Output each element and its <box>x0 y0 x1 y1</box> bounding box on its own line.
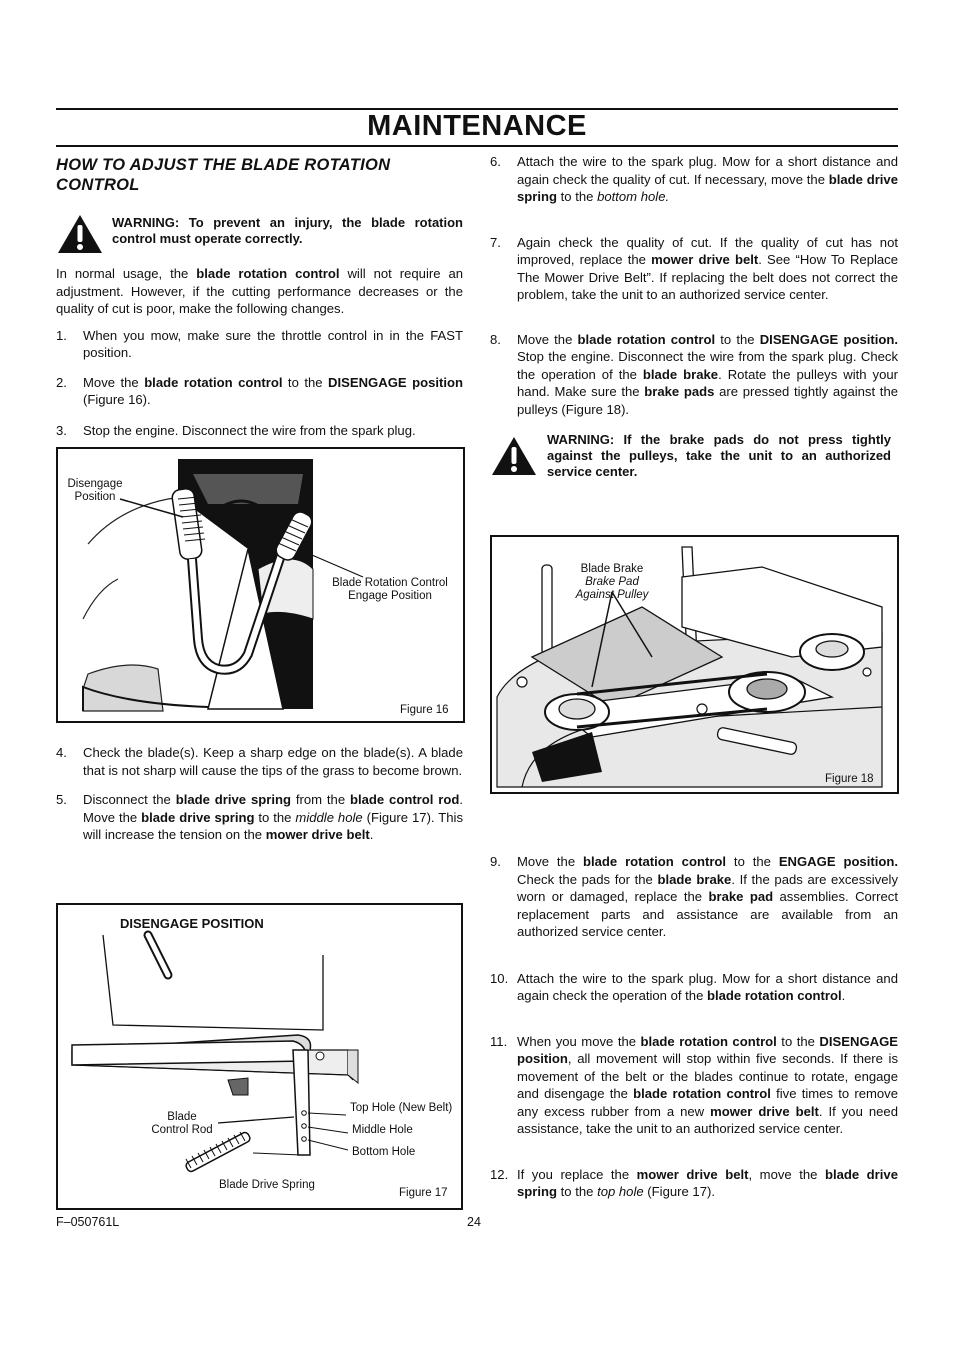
step-number: 1. <box>56 327 67 343</box>
steps-list-left-a <box>56 327 463 440</box>
step-text: Attach the wire to the spark plug. Mow for a short distance and again check the operation of the blade rotation control. <box>517 970 898 1003</box>
warning-box-1 <box>56 213 463 255</box>
intro-paragraph: In normal usage, the blade rotation control will not require an adjustment. However, if the cutting performance decreases or the quality of cut is poor, make the following changes. <box>56 266 464 316</box>
label-against-pulley: Against Pulley <box>575 589 649 601</box>
label-blade-brake: Blade Brake <box>580 563 644 575</box>
figure-16 <box>56 447 465 723</box>
figure-18-caption: Figure 18 <box>825 773 874 785</box>
figure-17-heading: DISENGAGE POSITION <box>120 916 264 931</box>
figure-17 <box>56 903 463 1210</box>
left-column <box>56 155 463 439</box>
step-item <box>490 331 898 419</box>
steps-list-left-b <box>56 744 463 844</box>
footer-code: F–050761L <box>56 1215 120 1229</box>
step-item <box>490 234 898 304</box>
label-brake-pad: Brake Pad <box>585 576 639 588</box>
header-bottom-rule <box>56 145 898 147</box>
section-heading: HOW TO ADJUST THE BLADE ROTATION CONTROL <box>56 156 391 194</box>
figure-18-label <box>552 563 672 602</box>
left-column-lower <box>56 744 463 844</box>
figure-16-caption: Figure 16 <box>400 704 449 716</box>
page-number: 24 <box>467 1215 481 1229</box>
figure-17-label-top-hole: Top Hole (New Belt) <box>350 1102 453 1114</box>
figure-17-label-bottom-hole: Bottom Hole <box>352 1146 416 1158</box>
step-text: Check the blade(s). Keep a sharp edge on the blade(s). A blade that is not sharp will cause the tips of the grass to become brown. <box>83 745 463 778</box>
figure-17-label-spring: Blade Drive Spring <box>219 1179 315 1191</box>
step-text: When you mow, make sure the throttle control in in the FAST position. <box>83 327 463 360</box>
warning-text-2: WARNING: If the brake pads do not press tightly against the pulleys, take the unit to an authorized service center. <box>547 432 891 479</box>
figure-17-label-rod <box>146 1111 218 1137</box>
step-number: 11. <box>490 1033 508 1049</box>
label-disengage-line1: Disengage <box>67 478 123 490</box>
steps-list-right-b <box>490 853 898 1201</box>
figure-17-label-middle-hole: Middle Hole <box>352 1124 413 1136</box>
step-number: 6. <box>490 154 501 169</box>
figure-17-caption: Figure 17 <box>399 1187 448 1199</box>
figure-16-label-disengage <box>62 478 128 504</box>
step-item <box>490 1033 898 1138</box>
warning-text-1: WARNING: To prevent an injury, the blade rotation control must operate correctly. <box>112 215 463 246</box>
step-number: 5. <box>56 792 67 807</box>
step-item <box>56 374 463 409</box>
step-text: Attach the wire to the spark plug. Mow for a short distance and again check the quality of cut. If necessary, move the blade drive spring to the bottom hole. <box>517 154 898 204</box>
label-disengage-line2: Position <box>74 491 116 503</box>
figure-16-label-engage <box>320 577 460 603</box>
warning-triangle-icon <box>56 213 104 255</box>
warning-box-2 <box>490 432 898 480</box>
step-number: 10. <box>490 970 509 986</box>
right-column-lower <box>490 853 898 1201</box>
step-number: 4. <box>56 745 67 760</box>
label-engage-line1: Blade Rotation Control <box>332 577 448 589</box>
step-number: 7. <box>490 234 501 250</box>
step-number: 2. <box>56 374 67 390</box>
label-rod-line1: Blade <box>167 1111 197 1123</box>
step-number: 12. <box>490 1166 509 1182</box>
step-item <box>490 970 898 1005</box>
right-column <box>490 153 898 480</box>
step-text: Move the blade rotation control to the DISENGAGE position. Stop the engine. Disconnect the wire from the spark plug. Check the operation of the blade brake. Rotate the pulleys with your hand. Make sure the brake pads are pressed tightly against the pulleys (Figure 18). <box>517 331 899 417</box>
step-number: 9. <box>490 854 501 869</box>
step-item <box>490 853 898 941</box>
step-item <box>56 327 463 362</box>
step-text: If you replace the mower drive belt, move the blade drive spring to the top hole (Figure 17). <box>517 1166 898 1199</box>
figure-17-illustration <box>58 905 461 1208</box>
step-number: 8. <box>490 331 501 347</box>
step-item <box>490 153 898 206</box>
step-item <box>56 422 463 440</box>
step-text: When you move the blade rotation control to the DISENGAGE position, all movement will stop within five seconds. If there is movement of the belt or the blades continue to rotate, engage and disengage the blade rotation control five times to remove any excess rubber from a new mower drive belt. If you need assistance, take the unit to an authorized service center. <box>517 1033 899 1136</box>
warning-triangle-icon <box>490 435 538 477</box>
steps-list-right-a <box>490 153 898 418</box>
step-text: Move the blade rotation control to the DISENGAGE position (Figure 16). <box>83 374 463 407</box>
figure-18 <box>490 535 899 794</box>
step-number: 3. <box>56 422 67 438</box>
label-rod-line2: Control Rod <box>151 1124 213 1136</box>
step-text: Disconnect the blade drive spring from the blade control rod. Move the blade drive spring to the middle hole (Figure 17). This will increase the tension on the mower drive belt. <box>83 792 464 842</box>
step-item <box>56 744 463 779</box>
label-engage-line2: Engage Position <box>348 590 432 602</box>
step-text: Move the blade rotation control to the ENGAGE position. Check the pads for the blade brake. If the pads are excessively worn or damaged, replace the brake pad assemblies. Correct replacement parts and assistance are available from an authorized service center. <box>517 854 898 939</box>
step-item <box>56 791 463 844</box>
page-title: MAINTENANCE <box>367 110 587 142</box>
step-text: Stop the engine. Disconnect the wire from the spark plug. <box>83 422 416 438</box>
step-text: Again check the quality of cut. If the quality of cut has not improved, replace the mower drive belt. See “How To Replace The Mower Drive Belt”. If replacing the belt does not correct the problem, take the unit to an authorized service center. <box>517 234 898 302</box>
step-item <box>490 1166 898 1201</box>
